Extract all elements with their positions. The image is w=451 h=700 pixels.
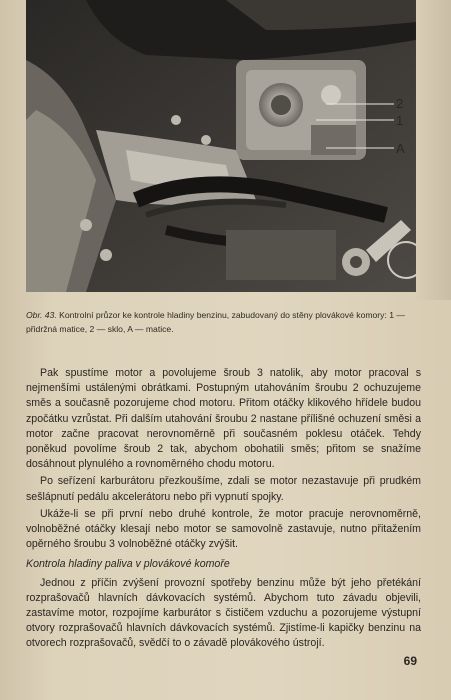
caption-lead: Obr. 43. [26,310,57,320]
paragraph-2: Po seřízení karburátoru přezkoušíme, zdali se motor nezastavuje při prudkém sešlápnutí pedálu akcelerátoru nebo při vypnutí spojky. [26,475,421,503]
figure-label-a: A [396,141,405,156]
paragraph-4: Jednou z příčin zvýšení provozní spotřeby benzinu může být jeho přetékání rozprašovačů hlavních dávkovacích systémů. Abychom tuto závadu objevili, zastavíme motor, rozpojíme karburátor s čističem vzduchu a pozorujeme výstupní otvory rozprašovačů hlavních dávkovacích systémů. Zjistíme-li kapičky benzinu na otvorech rozprašovačů, svědčí to o závadě plovákového ústrojí. [26,576,421,650]
engine-illustration [26,0,416,292]
paragraph-1: Pak spustíme motor a povolujeme šroub 3 natolik, aby motor pracoval s nejmenšími ustálenými obrátkami. Postupným utahováním šroubu 2 ochuzujeme směs a současně pozorujeme chod motoru. Přitom otáčky klikového hřídele budou zpočátku vzrůstat. Při dalším utahování šroubu 2 nastane přílišné ochuzení směsi a motor začne pracovat nerovnoměrně při současném poklesu otáček. Tehdy poněkud povolíme šroub 2 tak, abychom obohatili směs; přitom se snažíme dosáhnout plynulého a rovnoměrného chodu motoru. [26,367,421,471]
caption-text: Kontrolní průzor ke kontrole hladiny benzinu, zabudovaný do stěny plovákové komory: 1 — přidržná matice, 2 — sklo, A — matice. [26,310,405,334]
page-number: 69 [403,654,417,668]
opposite-page-bleed [415,0,451,300]
carburetor-photo [26,0,416,292]
figure-caption [26,308,421,336]
paragraph-3: Ukáže-li se při první nebo druhé kontrole, že motor pracuje nerovnoměrně, volnoběžné otáčky klesají nebo motor se samovolně zastavuje, nutno přitažením opěrného šroubu 3 volnoběžné otáčky zvýšit. [26,507,421,551]
figure-label-2: 2 [396,96,404,111]
figure-label-1: 1 [396,113,404,128]
body-text [26,366,421,652]
section-heading: Kontrola hladiny paliva v plovákové komoře [26,558,230,571]
